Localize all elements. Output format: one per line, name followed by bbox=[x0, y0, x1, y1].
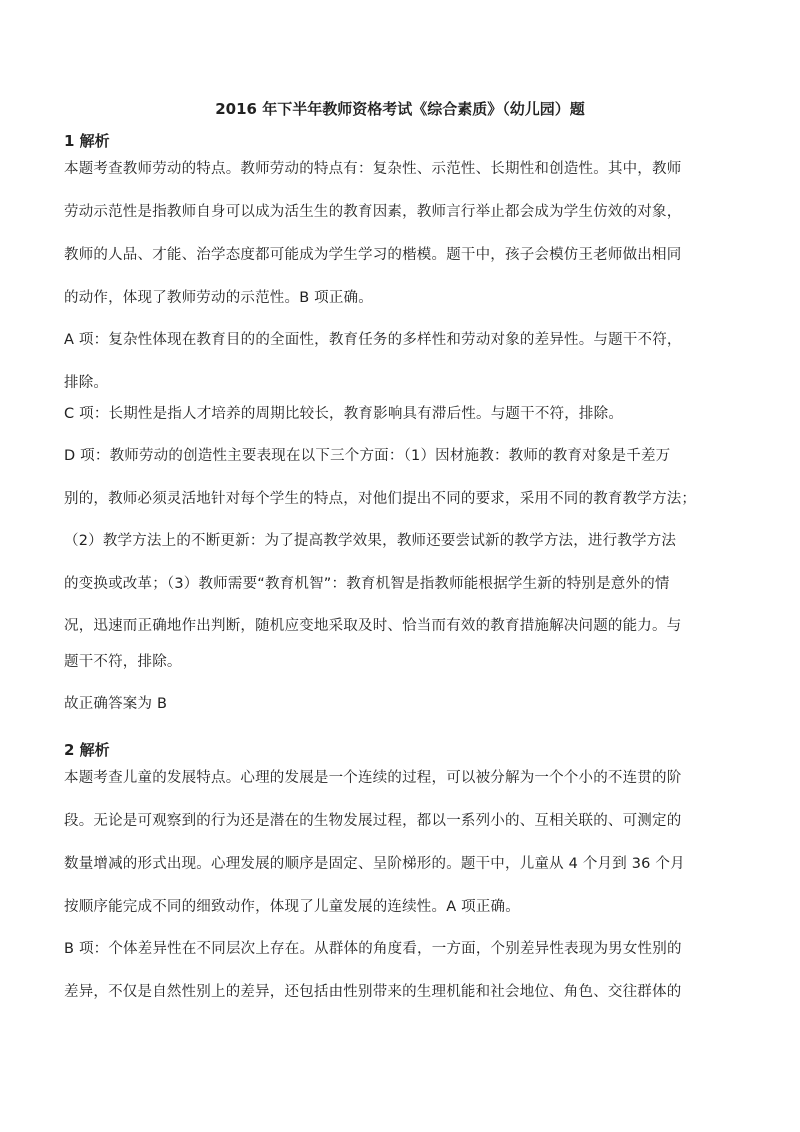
section-2-line: 按顺序能完成不同的细致动作，体现了儿童发展的连续性。A 项正确。 bbox=[64, 899, 520, 915]
section-2-line: 数量增减的形式出现。心理发展的顺序是固定、呈阶梯形的。题干中，儿童从 4 个月到 36 个月 bbox=[64, 856, 685, 872]
section-1-line: 排除。 bbox=[64, 375, 109, 391]
document-title: 2016 年下半年教师资格考试《综合素质》（幼儿园）题 bbox=[215, 100, 585, 118]
section-1-line: 的动作，体现了教师劳动的示范性。B 项正确。 bbox=[64, 290, 373, 306]
section-2-line: 差异，不仅是自然性别上的差异，还包括由性别带来的生理机能和社会地位、角色、交往群体的 bbox=[64, 984, 682, 1000]
section-1-line: A 项：复杂性体现在教育目的的全面性，教育任务的多样性和劳动对象的差异性。与题干不符， bbox=[64, 332, 682, 348]
section-1-line: 况，迅速而正确地作出判断，随机应变地采取及时、恰当而有效的教育措施解决问题的能力。与 bbox=[64, 618, 682, 634]
section-1-line: 本题考查教师劳动的特点。教师劳动的特点有：复杂性、示范性、长期性和创造性。其中，教师 bbox=[64, 161, 682, 177]
section-2-line: 段。无论是可观察到的行为还是潜在的生物发展过程，都以一系列小的、互相关联的、可测定的 bbox=[64, 813, 682, 829]
section-1-line: 的变换或改革；（3）教师需要“教育机智”：教育机智是指教师能根据学生新的特别是意外的情 bbox=[64, 576, 670, 592]
section-1-line: C 项：长期性是指人才培养的周期比较长，教育影响具有滞后性。与题干不符，排除。 bbox=[64, 406, 624, 422]
section-1-heading: 1 解析 bbox=[64, 132, 110, 150]
section-2-line: B 项：个体差异性在不同层次上存在。从群体的角度看，一方面，个别差异性表现为男女性别的 bbox=[64, 941, 682, 957]
section-2-line: 本题考查儿童的发展特点。心理的发展是一个连续的过程，可以被分解为一个个小的不连贯的阶 bbox=[64, 770, 682, 786]
section-1-line: 别的，教师必须灵活地针对每个学生的特点，对他们提出不同的要求，采用不同的教育教学方法； bbox=[64, 491, 697, 507]
section-1-answer: 故正确答案为 B bbox=[64, 696, 168, 712]
section-2-heading: 2 解析 bbox=[64, 741, 110, 759]
section-1-line: 劳动示范性是指教师自身可以成为活生生的教育因素，教师言行举止都会成为学生仿效的对象， bbox=[64, 204, 682, 220]
section-1-line: D 项：教师劳动的创造性主要表现在以下三个方面：（1）因材施教：教师的教育对象是千差万 bbox=[64, 448, 671, 464]
section-1-line: 教师的人品、才能、治学态度都可能成为学生学习的楷模。题干中，孩子会模仿王老师做出相同 bbox=[64, 247, 682, 263]
section-1-line: （2）教学方法上的不断更新：为了提高教学效果，教师还要尝试新的教学方法，进行教学方法 bbox=[64, 533, 677, 549]
section-1-line: 题干不符，排除。 bbox=[64, 654, 182, 670]
